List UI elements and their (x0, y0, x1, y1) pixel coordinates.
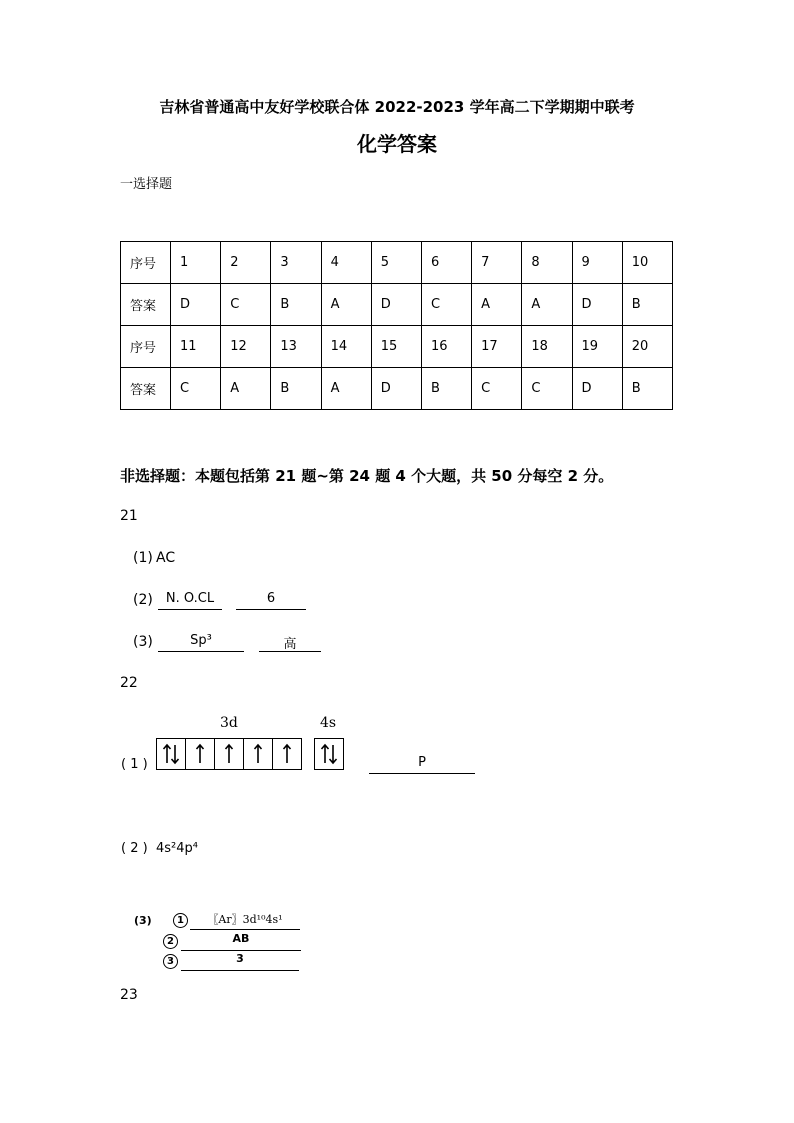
table-cell: D (572, 284, 622, 326)
table-cell: B (622, 284, 672, 326)
q22-part3-label: (3) (134, 914, 152, 927)
q22-part2-label: ( 2 ) (121, 841, 148, 856)
table-cell: A (472, 284, 522, 326)
table-cell: 1 (171, 242, 221, 284)
table-cell: A (321, 368, 371, 410)
question-21-number: 21 (120, 508, 138, 524)
table-cell: C (171, 368, 221, 410)
table-cell: 15 (371, 326, 421, 368)
q22-part3-answer2: AB (181, 932, 301, 951)
table-cell: D (572, 368, 622, 410)
q21-part2-answer2: 6 (236, 591, 306, 610)
question-22-number: 22 (120, 675, 138, 691)
table-cell: 6 (421, 242, 471, 284)
q22-part3-answer3: 3 (181, 952, 299, 971)
q21-part3-label: (3) (133, 634, 153, 650)
table-cell: C (522, 368, 572, 410)
table-cell: A (321, 284, 371, 326)
table-row (121, 284, 673, 326)
table-row (121, 242, 673, 284)
orbital-diagram-4s (314, 738, 344, 770)
table-row-header: 序号 (121, 326, 171, 368)
3d-orbital-2 (186, 739, 215, 769)
circled-number-3: 3 (163, 954, 178, 969)
table-cell: D (171, 284, 221, 326)
q21-part2-answer1: N. O.CL (158, 591, 222, 610)
table-cell: B (271, 284, 321, 326)
table-cell: 7 (472, 242, 522, 284)
table-cell: D (371, 284, 421, 326)
3d-orbital-1 (157, 739, 186, 769)
paired-electron-arrow-icon (319, 743, 339, 765)
3d-orbital-4 (244, 739, 273, 769)
q22-part2-answer: 4s²4p⁴ (156, 841, 198, 856)
table-cell: B (622, 368, 672, 410)
circled-number-2: 2 (163, 934, 178, 949)
table-cell: A (522, 284, 572, 326)
paired-electron-arrow-icon (161, 743, 181, 765)
table-cell: B (271, 368, 321, 410)
up-arrow-icon (277, 743, 297, 765)
document-subtitle: 化学答案 (357, 132, 437, 156)
answer-table-body (121, 242, 673, 410)
table-cell: B (421, 368, 471, 410)
table-cell: 2 (221, 242, 271, 284)
table-cell: C (472, 368, 522, 410)
table-row-header: 答案 (121, 284, 171, 326)
circled-number-1: 1 (173, 913, 188, 928)
table-cell: 8 (522, 242, 572, 284)
table-row-header: 答案 (121, 368, 171, 410)
table-row (121, 368, 673, 410)
table-row (121, 326, 673, 368)
table-cell: C (421, 284, 471, 326)
table-cell: 18 (522, 326, 572, 368)
table-cell: 10 (622, 242, 672, 284)
table-cell: 13 (271, 326, 321, 368)
table-cell: 14 (321, 326, 371, 368)
table-row-header: 序号 (121, 242, 171, 284)
orbital-4s-label: 4s (320, 715, 337, 731)
q22-part3-answer1: 〖Ar〗3d¹⁰4s¹ (190, 911, 300, 930)
q22-part1-label: ( 1 ) (121, 757, 148, 772)
up-arrow-icon (190, 743, 210, 765)
answer-table (120, 241, 673, 410)
table-cell: 9 (572, 242, 622, 284)
q21-part2-label: (2) (133, 592, 153, 608)
table-cell: C (221, 284, 271, 326)
table-cell: 5 (371, 242, 421, 284)
table-cell: 4 (321, 242, 371, 284)
table-cell: 16 (421, 326, 471, 368)
document-title: 吉林省普通高中友好学校联合体 2022-2023 学年高二下学期期中联考 (159, 98, 635, 116)
table-cell: 11 (171, 326, 221, 368)
orbital-3d-label: 3d (220, 715, 238, 731)
3d-orbital-3 (215, 739, 244, 769)
table-cell: 17 (472, 326, 522, 368)
q21-part1-answer: AC (156, 550, 176, 566)
up-arrow-icon (219, 743, 239, 765)
q21-part1-label: (1) (133, 550, 153, 566)
orbital-diagram-3d (156, 738, 302, 770)
table-cell: D (371, 368, 421, 410)
3d-orbital-5 (273, 739, 301, 769)
table-cell: 20 (622, 326, 672, 368)
section-multiple-choice-label: 一选择题 (120, 177, 173, 192)
table-cell: 19 (572, 326, 622, 368)
q22-part1-answer: P (369, 755, 475, 774)
q21-part3-answer1: Sp³ (158, 633, 244, 652)
table-cell: A (221, 368, 271, 410)
table-cell: 3 (271, 242, 321, 284)
q21-part3-answer2: 高 (259, 633, 321, 652)
4s-orbital-1 (315, 739, 343, 769)
section-free-response-label: 非选择题：本题包括第 21 题~第 24 题 4 个大题，共 50 分每空 2 分。 (120, 467, 614, 485)
table-cell: 12 (221, 326, 271, 368)
up-arrow-icon (248, 743, 268, 765)
question-23-number: 23 (120, 987, 138, 1003)
